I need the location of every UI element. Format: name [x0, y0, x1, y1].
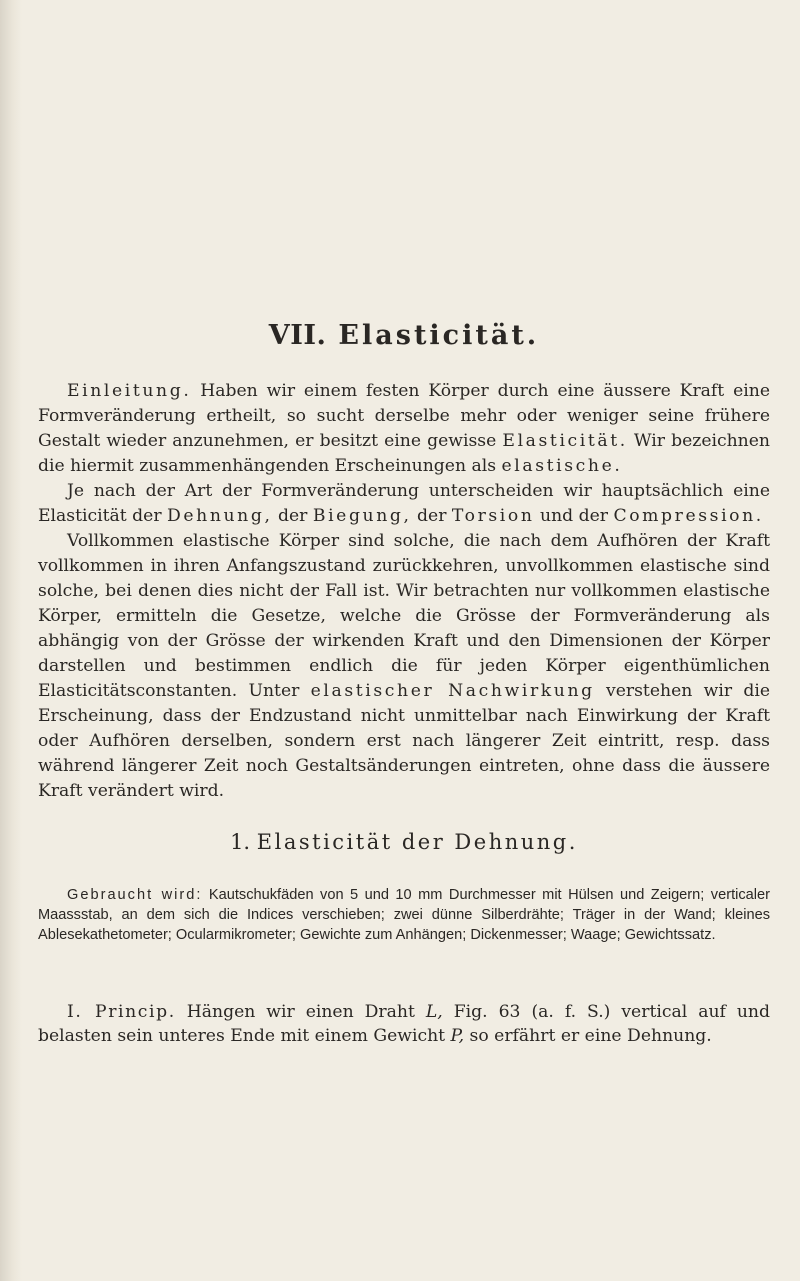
section-title — [38, 830, 770, 854]
introduction — [38, 379, 770, 804]
principle-paragraph — [38, 1000, 770, 1048]
term-biegung: Biegung, — [312, 506, 412, 526]
term-elastische-nachwirkung: elastischer Nachwirkung — [310, 681, 595, 701]
principle-label: I. Princip. — [67, 1002, 176, 1022]
intro-text: der — [411, 506, 452, 526]
page-edge-shadow — [0, 0, 22, 1281]
variable-l: L, — [425, 1002, 443, 1022]
intro-text: Wir bezeichnen die hiermit zusammenhängenden Erscheinungen als — [38, 431, 770, 476]
principle-section — [38, 1000, 770, 1048]
intro-paragraph-3 — [38, 529, 770, 804]
term-compression: Compression. — [613, 506, 764, 526]
materials-paragraph — [38, 885, 770, 945]
materials-text: Kautschukfäden von 5 und 10 mm Durchmesser mit Hülsen und Zeigern; verticaler Maassstab, an dem sich die Indices verschieben; zwei dünne Silberdrähte; Träger in der Wand; kleines Ablesekathetometer; Ocularmikrometer; Gewichte zum Anhängen; Dickenmesser; Waage; Gewichtssatz. — [38, 887, 770, 943]
variable-p: P, — [450, 1026, 465, 1046]
materials-list — [38, 885, 770, 945]
intro-text: Je nach der Art der Formveränderung unterscheiden wir hauptsächlich eine Elasticität der — [38, 481, 770, 526]
term-dehnung: Dehnung, — [167, 506, 273, 526]
intro-paragraph-2 — [38, 479, 770, 529]
principle-text: so erfährt er eine Dehnung. — [464, 1026, 712, 1046]
intro-text: der — [272, 506, 313, 526]
term-elasticitaet: Elasticität. — [502, 431, 628, 451]
intro-text: und der — [534, 506, 614, 526]
principle-text: Hängen wir einen Draht — [175, 1002, 426, 1022]
materials-label: Gebraucht wird: — [67, 887, 203, 903]
section-number: 1. — [230, 830, 251, 854]
chapter-title — [38, 320, 770, 351]
chapter-number: VII. — [268, 320, 327, 351]
section-title-text: Elasticität der Dehnung. — [256, 830, 578, 854]
intro-label: Einleitung. — [67, 381, 192, 401]
term-torsion: Torsion — [451, 506, 535, 526]
intro-text: Haben wir einem festen Körper durch eine äussere Kraft eine Formveränderung ertheilt, so sucht derselbe mehr oder weniger seine frühere Gestalt wieder anzunehmen, er besitzt eine gewisse — [38, 381, 770, 451]
principle-text: Fig. 63 (a. f. S.) vertical auf und belasten sein unteres Ende mit einem Gewicht — [38, 1002, 770, 1046]
intro-paragraph-1 — [38, 379, 770, 479]
intro-text: verstehen wir die Erscheinung, dass der Endzustand nicht unmittelbar nach Einwirkung der Kraft oder Aufhören derselben, sondern erst nach längerer Zeit eintritt, resp. dass während längerer Zeit noch Gestaltsänderungen eintreten, ohne dass die äussere Kraft verändert wird. — [38, 681, 770, 801]
term-elastische: elastische. — [501, 456, 623, 476]
intro-text: Vollkommen elastische Körper sind solche, die nach dem Aufhören der Kraft vollkommen in ihren Anfangszustand zurückkehren, unvollkommen elastische sind solche, bei denen dies nicht der Fall ist. Wir betrachten nur vollkommen elastische Körper, ermitteln die Gesetze, welche die Grösse der Formveränderung als abhängig von der Grösse der wirkenden Kraft und den Dimensionen der Körper darstellen und bestimmen endlich die für jeden Körper eigenthümlichen Elasticitätsconstanten. Unter — [38, 531, 770, 701]
chapter-title-text: Elasticität. — [338, 320, 540, 351]
